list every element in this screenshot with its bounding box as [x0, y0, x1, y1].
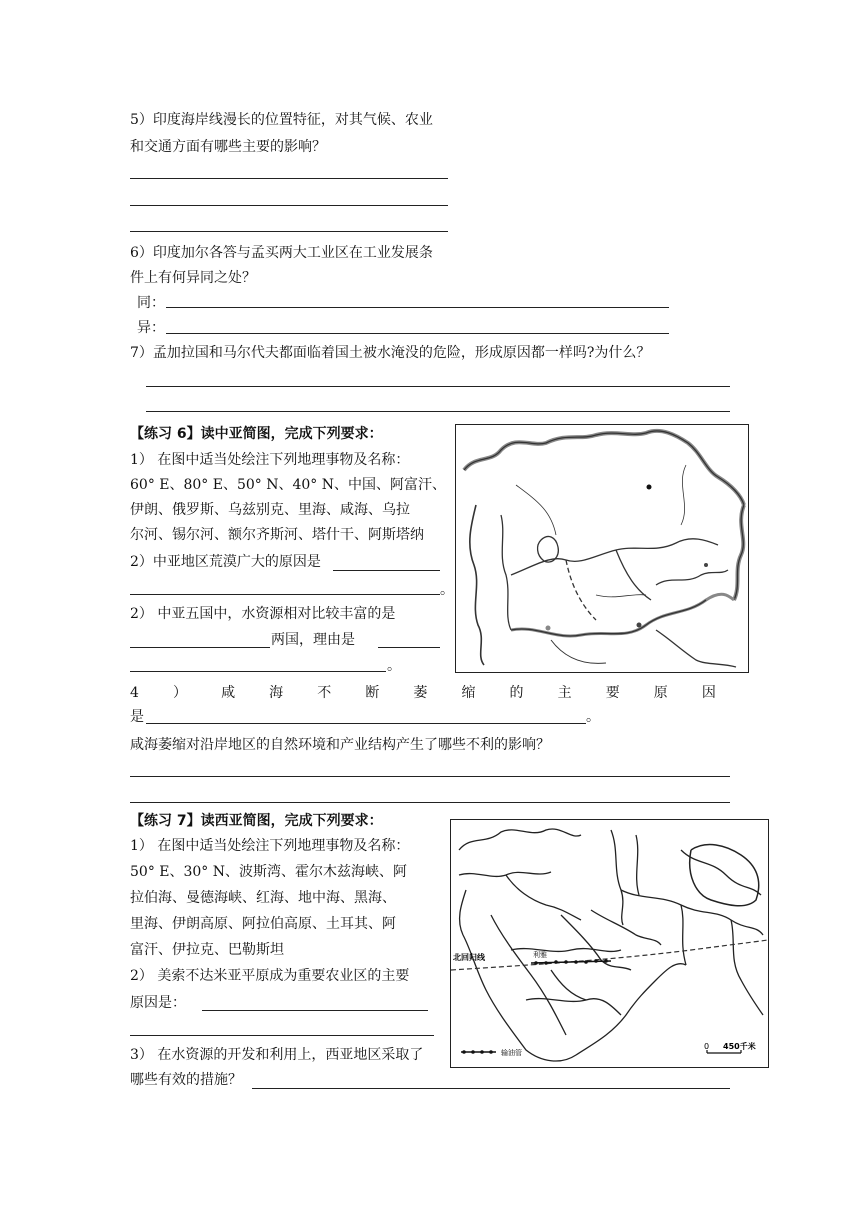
- ex6-p1-line1: 1） 在图中适当处绘注下列地理事物及名称：: [130, 452, 410, 468]
- ex7-p1-line2: 50° E、30° N、波斯湾、霍尔木兹海峡、阿: [130, 864, 407, 880]
- ex7-p1-line4: 里海、伊朗高原、阿拉伯高原、土耳其、阿: [130, 916, 396, 932]
- diff-label: 异：: [137, 320, 165, 336]
- west-asia-map-drawing: [451, 820, 768, 1067]
- answer-line[interactable]: [166, 307, 669, 308]
- answer-line[interactable]: [130, 594, 440, 595]
- ex7-p1-line1: 1） 在图中适当处绘注下列地理事物及名称：: [130, 838, 410, 854]
- answer-line[interactable]: [130, 205, 448, 206]
- answer-line[interactable]: [130, 647, 270, 648]
- west-asia-map: [450, 819, 769, 1068]
- q7-text: 7）孟加拉国和马尔代夫都面临着国土被水淹没的危险，形成原因都一样吗?为什么？: [130, 345, 651, 361]
- ex6-p3-end: 。: [387, 658, 401, 674]
- ex6-p2: 2）中亚地区荒漠广大的原因是: [130, 554, 321, 570]
- answer-line[interactable]: [130, 178, 448, 179]
- ex6-p4-line1: 4 ） 咸 海 不 断 萎 缩 的 主 要 原 因: [130, 685, 716, 701]
- answer-line[interactable]: [146, 386, 730, 387]
- ex7-title: 【练习 7】读西亚简图，完成下列要求：: [130, 813, 383, 829]
- answer-line[interactable]: [378, 647, 440, 648]
- legend-label: 输油管: [501, 1049, 522, 1057]
- answer-line[interactable]: [166, 333, 669, 334]
- city-dot: [647, 485, 652, 490]
- same-label: 同：: [137, 295, 165, 311]
- ex6-p2-end: 。: [440, 582, 454, 598]
- ex6-p1-line3: 伊朗、俄罗斯、乌兹别克、里海、咸海、乌拉: [130, 502, 410, 518]
- ex7-p2-line1: 2） 美索不达米亚平原成为重要农业区的主要: [130, 968, 410, 984]
- q5-line2: 和交通方面有哪些主要的影响？: [130, 139, 326, 155]
- answer-line[interactable]: [202, 1010, 428, 1011]
- answer-line[interactable]: [130, 802, 730, 803]
- city-dot: [704, 563, 708, 567]
- ex6-title: 【练习 6】读中亚简图，完成下列要求：: [130, 426, 383, 442]
- ex6-p4-end: 。: [586, 709, 600, 725]
- map-legend: [461, 1048, 522, 1057]
- answer-line[interactable]: [130, 231, 448, 232]
- ex6-p4-line2-start: 是: [130, 709, 144, 725]
- ex7-p1-line3: 拉伯海、曼德海峡、红海、地中海、黑海、: [130, 890, 396, 906]
- answer-line[interactable]: [252, 1088, 730, 1089]
- city-dot: [637, 623, 642, 628]
- q6-line1: 6）印度加尔各答与孟买两大工业区在工业发展条: [130, 245, 433, 261]
- city-label: 利雅: [533, 951, 547, 959]
- ex7-p3-line1: 3） 在水资源的开发和利用上，西亚地区采取了: [130, 1047, 424, 1063]
- answer-line[interactable]: [130, 671, 386, 672]
- answer-line[interactable]: [146, 411, 730, 412]
- tropic-label: 北回归线: [453, 953, 485, 962]
- ex7-p2-line2: 原因是：: [130, 995, 186, 1011]
- answer-line[interactable]: [130, 776, 730, 777]
- ex6-p1-line2: 60° E、80° E、50° N、40° N、中国、阿富汗、: [130, 477, 446, 493]
- map-scale: [704, 1041, 756, 1053]
- ex6-p3-mid: 两国，理由是: [271, 632, 355, 648]
- svg-text:450千米: 450千米: [723, 1042, 756, 1051]
- svg-text:0: 0: [704, 1042, 710, 1051]
- ex7-p1-line5: 富汗、伊拉克、巴勒斯坦: [130, 942, 284, 958]
- central-asia-map: [455, 424, 749, 673]
- answer-line[interactable]: [333, 570, 440, 571]
- ex6-p3-line1: 2） 中亚五国中，水资源相对比较丰富的是: [130, 606, 396, 622]
- ex6-p1-line4: 尔河、锡尔河、额尔齐斯河、塔什干、阿斯塔纳: [130, 527, 424, 543]
- answer-line[interactable]: [146, 723, 586, 724]
- answer-line[interactable]: [130, 1035, 434, 1036]
- ex6-p5: 咸海萎缩对沿岸地区的自然环境和产业结构产生了哪些不利的影响？: [130, 737, 550, 753]
- q6-line2: 件上有何异同之处？: [130, 270, 256, 286]
- central-asia-map-drawing: [456, 425, 748, 672]
- city-dot: [546, 626, 551, 631]
- ex7-p3-line2: 哪些有效的措施？: [130, 1072, 242, 1088]
- q5-line1: 5）印度海岸线漫长的位置特征，对其气候、农业: [130, 112, 433, 128]
